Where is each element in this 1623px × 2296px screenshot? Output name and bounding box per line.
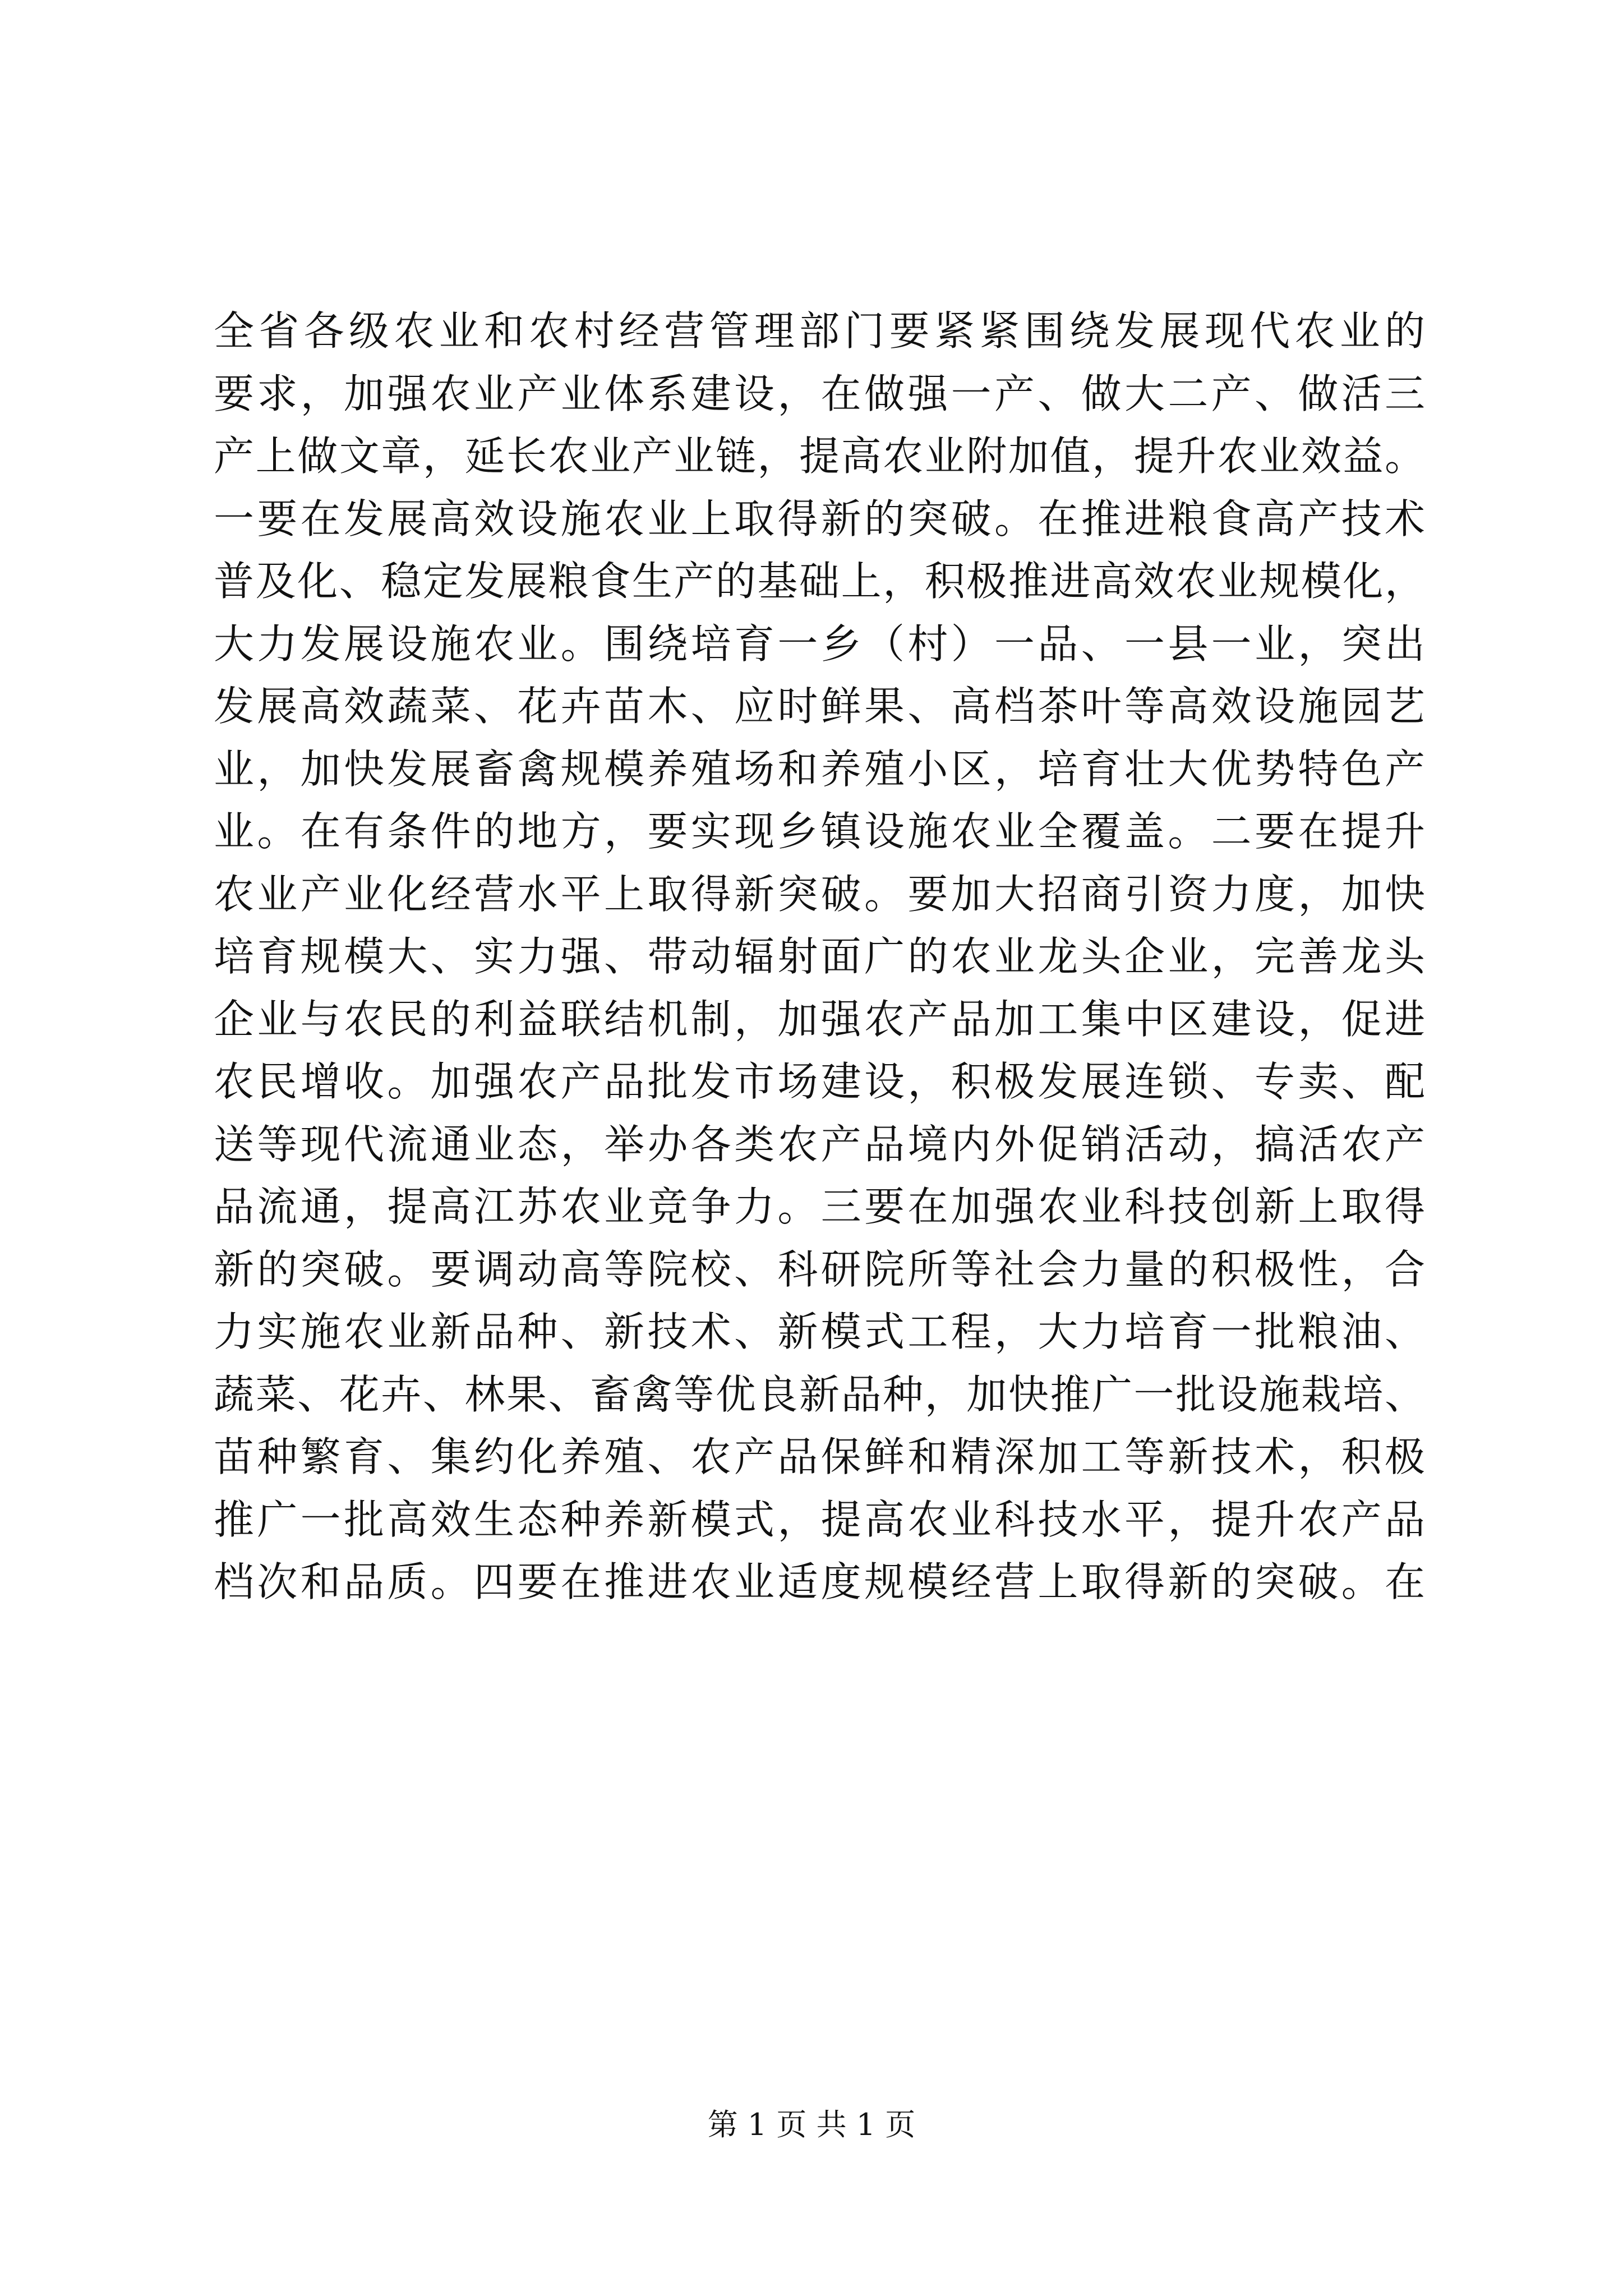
text-line: 产上做文章，延长农业产业链，提高农业附加值，提升农业效益。	[214, 432, 1425, 480]
text-line: 推广一批高效生态种养新模式，提高农业科技水平，提升农产品	[214, 1496, 1425, 1543]
text-line: 普及化、稳定发展粮食生产的基础上，积极推进高效农业规模化，	[214, 558, 1425, 605]
text-line: 品流通，提高江苏农业竞争力。三要在加强农业科技创新上取得	[214, 1183, 1425, 1230]
text-line: 一要在发展高效设施农业上取得新的突破。在推进粮食高产技术	[214, 495, 1425, 542]
body-paragraph	[214, 300, 1425, 1614]
text-line: 农民增收。加强农产品批发市场建设，积极发展连锁、专卖、配	[214, 1058, 1425, 1105]
text-line: 蔬菜、花卉、林果、畜禽等优良新品种，加快推广一批设施栽培、	[214, 1370, 1425, 1418]
text-line: 送等现代流通业态，举办各类农产品境内外促销活动，搞活农产	[214, 1120, 1425, 1168]
text-line: 培育规模大、实力强、带动辐射面广的农业龙头企业，完善龙头	[214, 933, 1425, 980]
page-number-footer: 第 1 页 共 1 页	[707, 2107, 916, 2142]
text-line: 全省各级农业和农村经营管理部门要紧紧围绕发展现代农业的	[214, 307, 1425, 355]
text-line: 业。在有条件的地方，要实现乡镇设施农业全覆盖。二要在提升	[214, 808, 1425, 855]
text-line: 力实施农业新品种、新技术、新模式工程，大力培育一批粮油、	[214, 1308, 1425, 1355]
text-line: 发展高效蔬菜、花卉苗木、应时鲜果、高档茶叶等高效设施园艺	[214, 683, 1425, 730]
text-line: 企业与农民的利益联结机制，加强农产品加工集中区建设，促进	[214, 995, 1425, 1043]
text-line: 大力发展设施农业。围绕培育一乡（村）一品、一县一业，突出	[214, 620, 1425, 668]
text-line: 农业产业化经营水平上取得新突破。要加大招商引资力度，加快	[214, 870, 1425, 918]
text-line: 档次和品质。四要在推进农业适度规模经营上取得新的突破。在	[214, 1558, 1425, 1605]
text-line: 要求，加强农业产业体系建设，在做强一产、做大二产、做活三	[214, 370, 1425, 417]
text-line: 苗种繁育、集约化养殖、农产品保鲜和精深加工等新技术，积极	[214, 1433, 1425, 1480]
text-line: 新的突破。要调动高等院校、科研院所等社会力量的积极性，合	[214, 1245, 1425, 1293]
text-line: 业，加快发展畜禽规模养殖场和养殖小区，培育壮大优势特色产	[214, 745, 1425, 793]
